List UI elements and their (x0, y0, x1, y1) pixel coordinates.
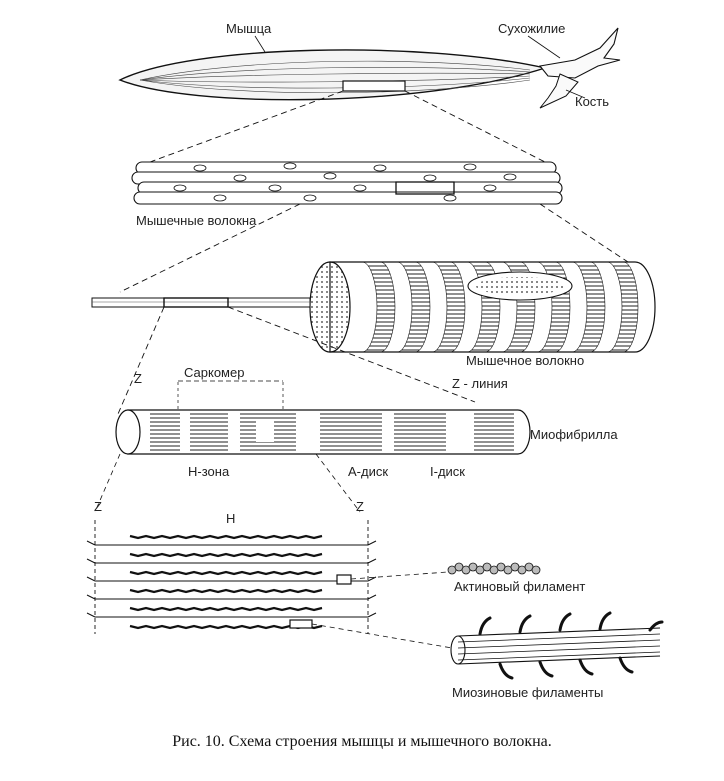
whole-muscle (120, 50, 545, 100)
myofibril (116, 381, 530, 454)
filament-lattice (87, 520, 452, 648)
myosin-filaments-detail (451, 613, 662, 678)
label-actin-filament: Актиновый филамент (454, 579, 586, 594)
label-h-marker: Н (226, 511, 236, 526)
muscle-fiber-bundle (132, 162, 562, 204)
label-a-disc: А-диск (348, 464, 389, 479)
myofibril-rod (92, 298, 310, 307)
muscle-fiber-cylinder (310, 262, 655, 352)
label-muscle-fibers: Мышечные волокна (136, 213, 257, 228)
bone (540, 74, 578, 108)
label-h-zone: Н-зона (188, 464, 230, 479)
label-z-right: Z (356, 499, 364, 514)
label-z-left: Z (94, 499, 102, 514)
figure-caption: Рис. 10. Схема строения мышцы и мышечного волокна. (172, 733, 552, 750)
label-z-line: Z - линия (452, 376, 508, 391)
label-myosin-filaments: Миозиновые филаменты (452, 685, 604, 700)
actin-filament-detail (448, 563, 540, 574)
label-bone: Кость (575, 94, 610, 109)
label-myofibril: Миофибрилла (530, 427, 618, 442)
label-z-marker: Z (134, 371, 142, 386)
label-tendon: Сухожилие (498, 21, 566, 36)
label-sarcomere: Саркомер (184, 365, 245, 380)
label-muscle-fiber: Мышечное волокно (466, 353, 585, 368)
label-i-disc: I-диск (430, 464, 465, 479)
label-muscle: Мышца (226, 21, 272, 36)
